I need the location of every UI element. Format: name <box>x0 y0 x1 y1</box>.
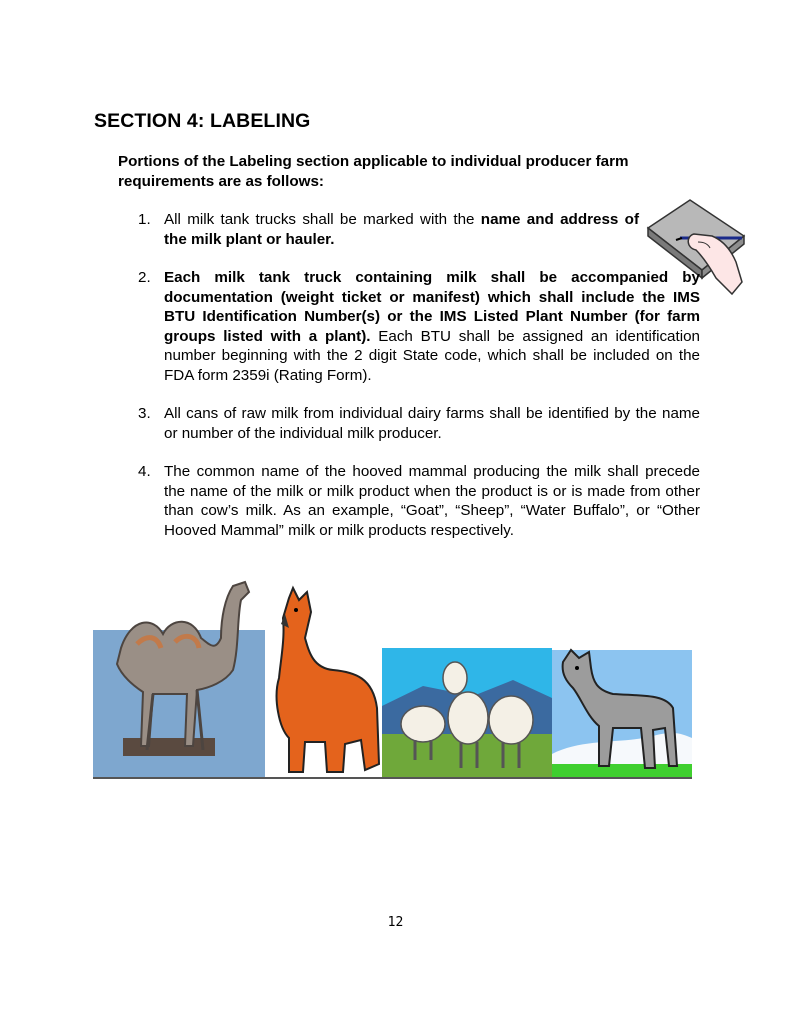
divider-line <box>93 777 692 779</box>
intro-paragraph: Portions of the Labeling section applicable to individual producer farm requirements are as follows: <box>118 153 629 190</box>
list-item-number: 1. <box>138 211 151 228</box>
list-item-text: The common name of the hooved mammal producing the milk shall precede the name of the milk or milk product when the product is or is made from other than cow’s milk. As an example, “Goat”, “Sheep”, “Water Buffalo”, or “Other Hooved Mammal” milk or milk products respectively. <box>164 463 700 539</box>
list-item-number: 3. <box>138 405 151 422</box>
goat-icon <box>552 650 692 778</box>
list-item-bold-text: Each milk tank truck containing milk shall be accompanied by documentation (weight ticket or manifest) which shall include the IMS BTU Identification Number(s) or the IMS Listed Plant Number (for farm groups listed with a plant). <box>164 269 700 345</box>
list-item-text: All milk tank trucks shall be marked with the <box>164 211 481 228</box>
camel-icon <box>93 582 265 778</box>
list-item <box>138 404 700 443</box>
list-item-bold-text: name and address of the milk plant or hauler. <box>164 211 639 248</box>
section-title: SECTION 4: LABELING <box>94 110 311 132</box>
list-item <box>138 462 700 540</box>
list-item-number: 2. <box>138 269 151 286</box>
list-item <box>138 210 700 249</box>
list-item <box>138 268 700 385</box>
list-item-number: 4. <box>138 463 151 480</box>
hooved-mammals-illustration <box>93 578 693 780</box>
sheep-icon <box>382 648 552 778</box>
requirements-list <box>138 210 700 559</box>
llama-icon <box>277 588 379 772</box>
page-number: 12 <box>387 915 404 930</box>
list-item-text: Each BTU shall be assigned an identification number beginning with the 2 digit State code, which shall be included on the FDA form 2359i (Rating Form). <box>164 327 700 384</box>
list-item-text: All cans of raw milk from individual dairy farms shall be identified by the name or number of the individual milk producer. <box>164 405 700 442</box>
